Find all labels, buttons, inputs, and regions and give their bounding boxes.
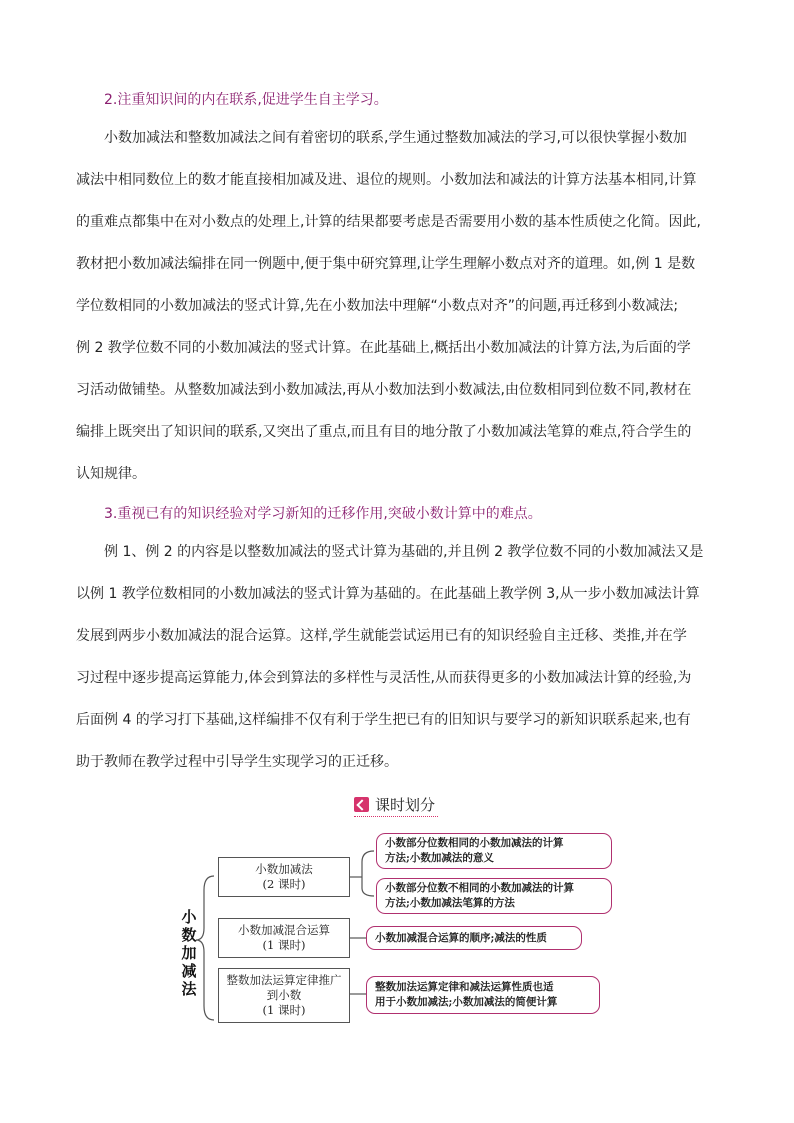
paragraph-line: 以例 1 教学位数相同的小数加减法的竖式计算为基础的。在此基础上教学例 3,从一步小数加减法计算 [76, 586, 700, 602]
detail-box: 小数加减混合运算的顺序;减法的性质 [366, 926, 582, 950]
detail-box: 小数部分位数不相同的小数加减法的计算 方法;小数加减法笔算的方法 [376, 878, 612, 914]
diagram-title-text: 课时划分 [375, 795, 436, 814]
topic-box: 小数加减混合运算 (1 课时) [218, 918, 350, 958]
root-brace [196, 876, 214, 1020]
paragraph-line: 小数加减法和整数加减法之间有着密切的联系,学生通过整数加减法的学习,可以很快掌握小数加 [104, 130, 687, 146]
paragraph-line: 后面例 4 的学习打下基础,这样编排不仅有利于学生把已有的旧知识与要学习的新知识联系起来,也有 [76, 712, 691, 728]
paragraph-line: 例 2 教学位数不同的小数加减法的竖式计算。在此基础上,概括出小数加减法的计算方法,为后面的学 [76, 340, 691, 356]
section-heading-2: 2.注重知识间的内在联系,促进学生自主学习。 [104, 92, 388, 108]
paragraph-line: 编排上既突出了知识间的联系,又突出了重点,而且有目的地分散了小数加减法笔算的难点,符合学生的 [76, 424, 692, 440]
paragraph-line: 助于教师在教学过程中引导学生实现学习的正迁移。 [76, 754, 398, 770]
detail-box: 小数部分位数相同的小数加减法的计算 方法;小数加减法的意义 [376, 833, 612, 869]
paragraph-line: 发展到两步小数加减法的混合运算。这样,学生就能尝试运用已有的知识经验自主迁移、类推,并在学 [76, 628, 687, 644]
detail-brace [362, 851, 374, 896]
paragraph-line: 学位数相同的小数加减法的竖式计算,先在小数加法中理解“小数点对齐”的问题,再迁移到小数减法; [76, 298, 679, 314]
paragraph-line: 减法中相同数位上的数才能直接相加减及进、退位的规则。小数加法和减法的计算方法基本相同,计算 [76, 172, 697, 188]
paragraph-line: 例 1、例 2 的内容是以整数加减法的竖式计算为基础的,并且例 2 教学位数不同的小数加减法又是 [104, 544, 704, 560]
paragraph-line: 习过程中逐步提高运算能力,体会到算法的多样性与灵活性,从而获得更多的小数加减法计算的经验,为 [76, 670, 692, 686]
topic-box: 整数加法运算定律推广 到小数 (1 课时) [218, 968, 350, 1023]
paragraph-line: 认知规律。 [76, 466, 146, 482]
diagram-root-label: 小 数 加 减 法 [181, 908, 197, 998]
topic-box: 小数加减法 (2 课时) [218, 857, 350, 897]
paragraph-line: 的重难点都集中在对小数点的处理上,计算的结果都要考虑是否需要用小数的基本性质使之化简。因此, [76, 214, 701, 230]
section-heading-3: 3.重视已有的知识经验对学习新知的迁移作用,突破小数计算中的难点。 [104, 506, 542, 522]
detail-box: 整数加法运算定律和减法运算性质也适 用于小数加减法;小数加减法的简便计算 [366, 976, 600, 1014]
paragraph-line: 教材把小数加减法编排在同一例题中,便于集中研究算理,让学生理解小数点对齐的道理。如,例 1 是数 [76, 256, 696, 272]
paragraph-line: 习活动做铺垫。从整数加减法到小数加减法,再从小数加法到小数减法,由位数相同到位数不同,教材在 [76, 382, 692, 398]
